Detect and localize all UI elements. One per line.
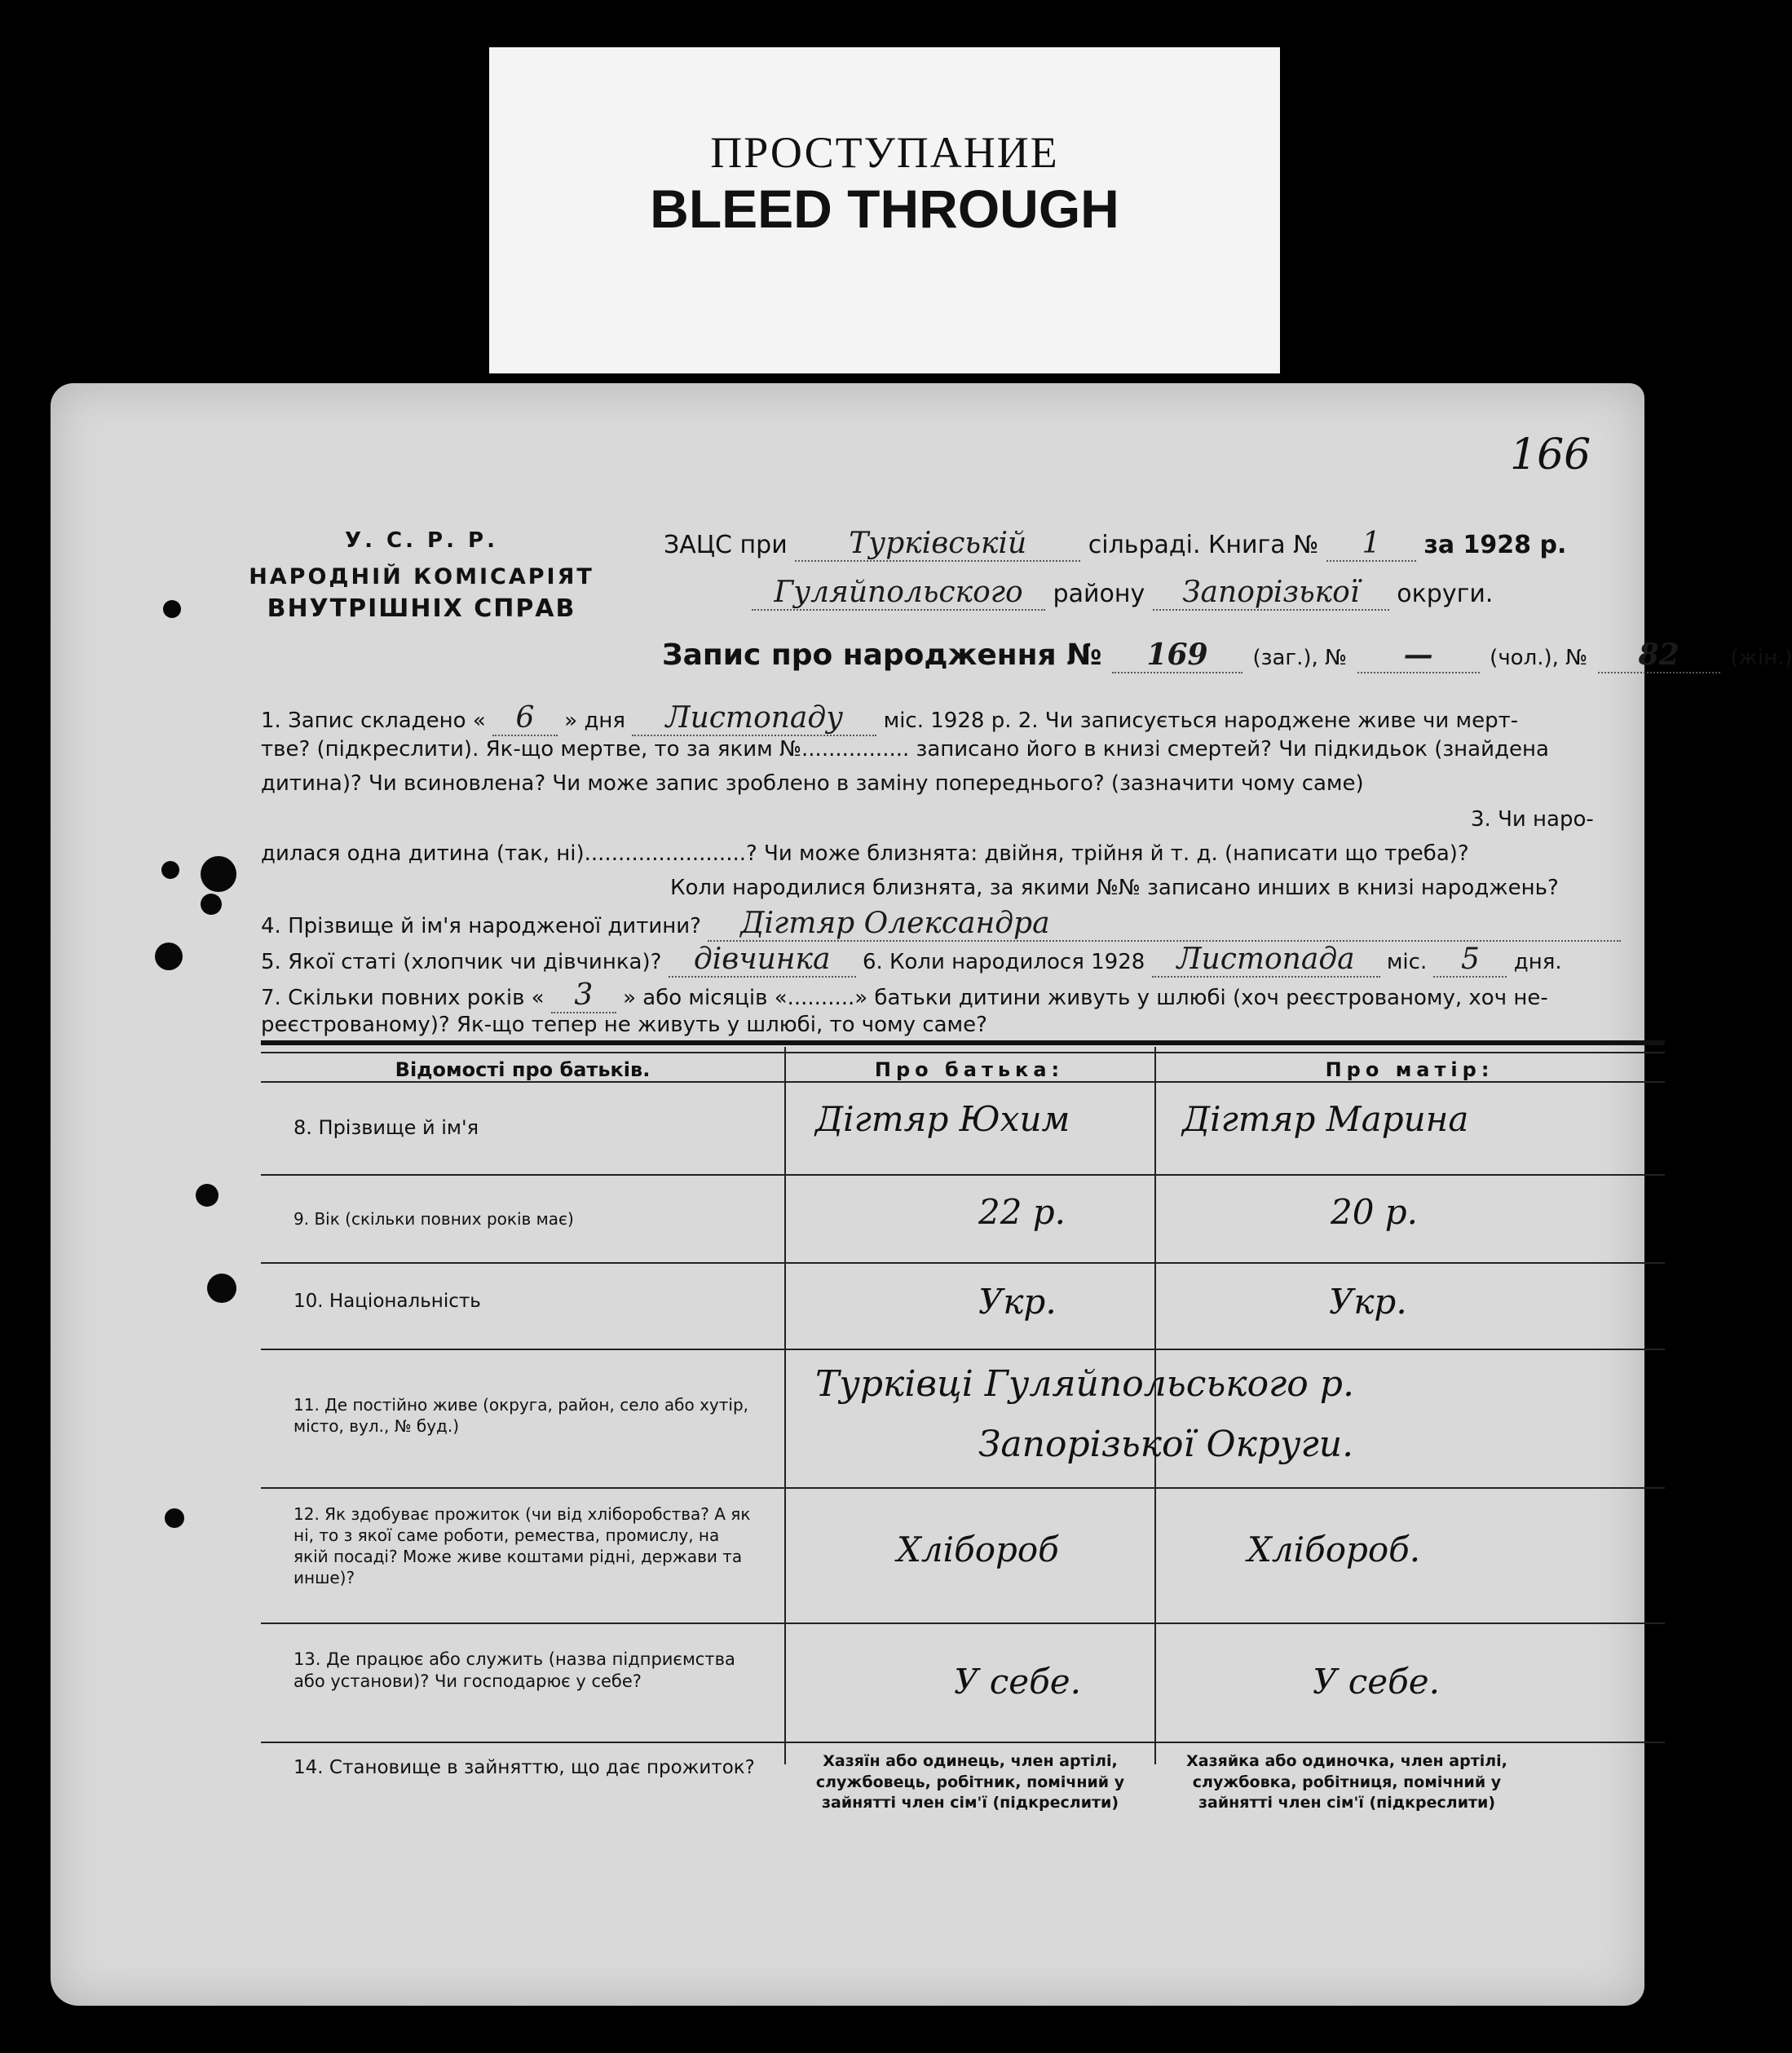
row-divider — [261, 1052, 1665, 1053]
residence-line-2: Запорізької Округи. — [978, 1424, 1354, 1465]
body-line-1: 1. Запис складено « 6 » дня Листопаду міс. 1928 р. 2. Чи записується народжене живе чи мерт- — [261, 701, 1519, 735]
page-number: 166 — [1510, 430, 1591, 479]
row-label-nationality: 10. Національність — [294, 1291, 481, 1312]
punch-hole — [201, 894, 222, 915]
mother-age: 20 р. — [1331, 1192, 1419, 1232]
marriage-line-2: реєстрованому)? Як-що тепер не живуть у шлюбі, то чому саме? — [261, 1013, 987, 1037]
father-nationality: Укр. — [978, 1282, 1057, 1322]
marriage-line: 7. Скільки повних років « 3 » або місяців «..........» батьки дитини живуть у шлюбі (хоч реєстрованому, хоч не- — [261, 978, 1548, 1012]
row-divider — [261, 1349, 1665, 1350]
column-divider — [1154, 1047, 1156, 1764]
row-divider — [261, 1623, 1665, 1624]
ministry-name: ВНУТРІШНІХ СПРАВ — [267, 594, 576, 623]
district-line: Гуляйпольского району Запорізької округи. — [752, 576, 1493, 611]
village-value: Турківській — [849, 527, 1027, 560]
header-father: Про батька: — [874, 1058, 1065, 1081]
punch-hole — [201, 856, 236, 892]
record-day: 6 — [515, 701, 535, 735]
header-mother: Про матір: — [1325, 1058, 1494, 1081]
republic-name: У. С. Р. Р. — [345, 528, 498, 553]
book-number: 1 — [1362, 527, 1381, 560]
marriage-years: 3 — [574, 978, 594, 1012]
record-month: Листопаду — [665, 701, 844, 735]
punch-hole — [155, 943, 183, 970]
child-name-value: Дігтяр Олександра — [740, 907, 1050, 940]
punch-hole — [161, 861, 179, 879]
body-line-6: Коли народилися близнята, за якими №№ записано инших в книзі народжень? — [670, 876, 1559, 900]
header-parents-info: Відомості про батьків. — [395, 1058, 651, 1081]
father-name: Дігтяр Юхим — [815, 1099, 1070, 1139]
row-label-residence: 11. Де постійно живе (округа, район, село або хутір, місто, вул., № буд.) — [294, 1395, 748, 1436]
record-title: Запис про народження № 169 (заг.), № — (чол.), № 82 (жін.) — [662, 638, 1792, 672]
total-number: 169 — [1146, 638, 1208, 672]
row-divider — [261, 1262, 1665, 1264]
body-line-5: дилася одна дитина (так, ні)........................? Чи може близнята: двійня, трійня й т. д. (написати що треба)? — [261, 841, 1469, 866]
label-english: BLEED THROUGH — [650, 179, 1119, 239]
body-line-3: дитина)? Чи всиновлена? Чи може запис зроблено в заміну попереднього? (зазначити чому саме) — [261, 771, 1364, 796]
commissariat-name: НАРОДНІЙ КОМІСАРІЯТ — [249, 564, 594, 589]
punch-hole — [163, 600, 181, 618]
body-line-2: тве? (підкреслити). Як-що мертве, то за яким №................ записано його в книзі смертей? Чи підкидьок (знайдена — [261, 737, 1549, 762]
male-number: — — [1403, 638, 1433, 672]
row-label-name: 8. Прізвище й ім'я — [294, 1116, 479, 1139]
row-divider — [261, 1487, 1665, 1489]
child-sex-value: дівчинка — [693, 943, 831, 976]
punch-hole — [165, 1508, 184, 1528]
row-label-workplace: 13. Де працює або служить (назва підприємства або установи)? Чи господарює у себе? — [294, 1649, 735, 1692]
row-label-employment-status: 14. Становище в зайняттю, що дає прожиток? — [294, 1757, 755, 1778]
parents-table — [261, 1040, 1665, 1970]
row-label-livelihood: 12. Як здобуває прожиток (чи від хліборобства? А як ні, то з якої саме роботи, ремества, промислу, на якій посаді? Може живе коштами рідні, держави та инше)? — [294, 1504, 751, 1587]
row-divider — [261, 1081, 1665, 1083]
body-line-4: 3. Чи наро- — [1471, 807, 1594, 832]
birth-record-form — [51, 383, 1792, 2006]
zags-line: ЗАЦС при Турківській сільраді. Книга № 1 за 1928 р. — [664, 527, 1567, 560]
mother-nationality: Укр. — [1329, 1282, 1407, 1322]
father-livelihood: Хлібороб — [897, 1530, 1059, 1570]
sex-date-line: 5. Якої статі (хлопчик чи дівчинка)? дівчинка 6. Коли народилося 1928 Листопада міс. 5 дня. — [261, 943, 1562, 976]
row-label-age: 9. Вік (скільки повних років має) — [294, 1209, 574, 1229]
mother-workplace: У себе. — [1313, 1662, 1440, 1702]
table-top-rule — [261, 1040, 1665, 1045]
bleed-through-label — [489, 47, 1280, 373]
father-workplace: У себе. — [954, 1662, 1081, 1702]
row-divider — [261, 1742, 1665, 1743]
row-divider — [261, 1174, 1665, 1176]
punch-hole — [196, 1184, 218, 1207]
birth-month-value: Листопада — [1176, 943, 1355, 976]
punch-hole — [207, 1274, 236, 1303]
okruha-value: Запорізької — [1182, 576, 1360, 609]
label-russian: ПРОСТУПАНИЕ — [710, 128, 1059, 177]
child-name-line: 4. Прізвище й ім'я народженої дитини? Дігтяр Олександра — [261, 907, 1621, 942]
father-employment-options: Хазяїн або одинець, член артілі, службовець, робітник, помічний у зайнятті член сім'ї (підкреслити) — [815, 1752, 1125, 1812]
mother-name: Дігтяр Марина — [1182, 1099, 1469, 1139]
column-divider — [784, 1047, 786, 1764]
residence-line-1: Турківці Гуляйпольського р. — [815, 1363, 1354, 1405]
female-number: 82 — [1638, 638, 1679, 672]
mother-employment-options: Хазяйка або одиночка, член артілі, службовка, робітниця, помічний у зайнятті член сім'ї (підкреслити) — [1186, 1752, 1507, 1812]
issuing-authority — [246, 528, 597, 623]
district-value: Гуляйпольского — [774, 576, 1023, 609]
birth-day-value: 5 — [1461, 943, 1480, 976]
father-age: 22 р. — [978, 1192, 1066, 1232]
mother-livelihood: Хлібороб. — [1247, 1530, 1421, 1570]
